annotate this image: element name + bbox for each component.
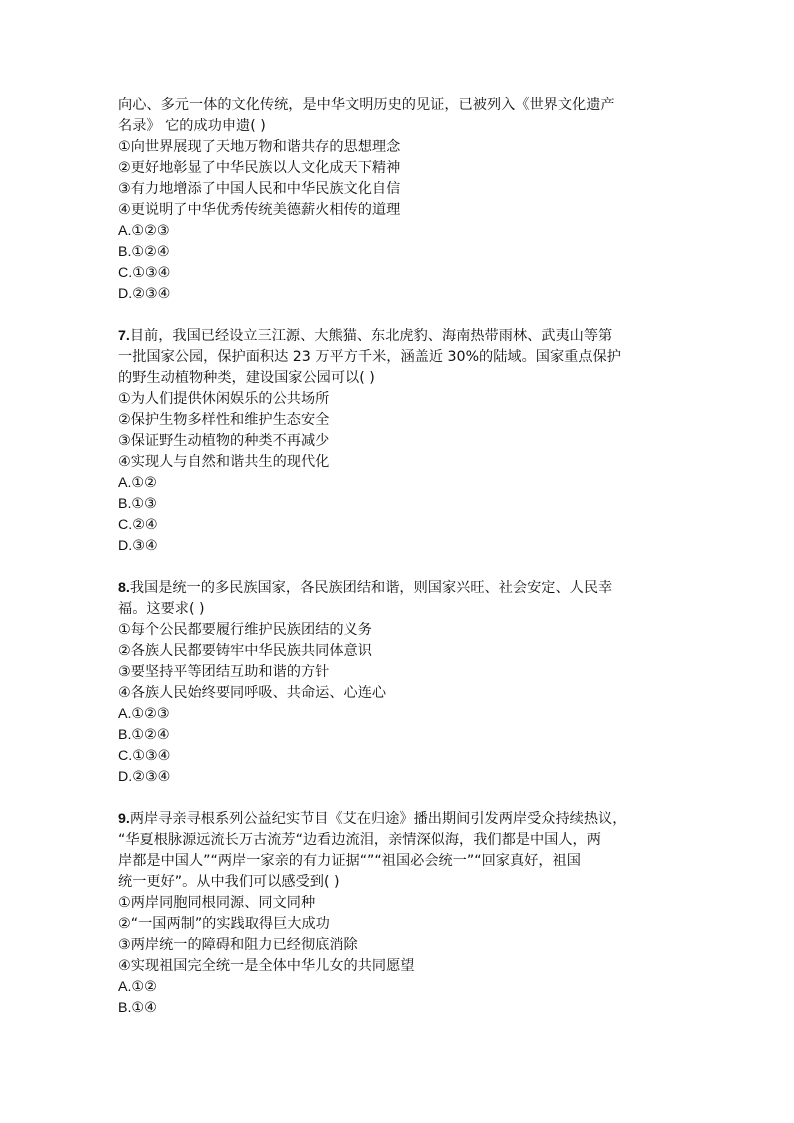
q7-stem-text-1: 目前，我国已经设立三江源、大熊猫、东北虎豹、海南热带雨林、武夷山等第 bbox=[129, 328, 613, 344]
q6-statement-4: ④更说明了中华优秀传统美德薪火相传的道理 bbox=[118, 202, 401, 218]
q7-statement-1: ①为人们提供休闲娱乐的公共场所 bbox=[118, 391, 330, 407]
q7-number: 7. bbox=[118, 328, 130, 344]
q6-statement-2: ②更好地彰显了中华民族以人文化成天下精神 bbox=[118, 160, 401, 176]
q9-stem-line-3: 岸都是中国人”“两岸一家亲的有力证据“”“祖国必会统一”“回家真好，祖国 bbox=[118, 853, 581, 869]
q6-stem-line-1: 向心、多元一体的文化传统，是中华文明历史的见证，已被列入《世界文化遗产 bbox=[118, 97, 615, 113]
q7-statement-4: ④实现人与自然和谐共生的现代化 bbox=[118, 454, 330, 470]
q7-option-a: A.①② bbox=[118, 475, 157, 491]
q9-stem-line-1 bbox=[118, 809, 688, 830]
question-8 bbox=[118, 578, 688, 788]
q6-option-d: D.②③④ bbox=[118, 286, 171, 302]
q6-stem-line-2: 名录》 它的成功申遗( ) bbox=[118, 118, 266, 134]
q7-option-d: D.③④ bbox=[118, 538, 158, 554]
q9-stem-text-1: 两岸寻亲寻根系列公益纪实节目《艾在归途》播出期间引发两岸受众持续热议， bbox=[129, 811, 627, 827]
q8-option-b: B.①②④ bbox=[118, 727, 170, 743]
q9-number: 9. bbox=[118, 811, 130, 827]
question-6 bbox=[118, 95, 688, 305]
q8-option-a: A.①②③ bbox=[118, 706, 170, 722]
q8-number: 8. bbox=[118, 580, 130, 596]
q8-stem-line-2: 福。这要求( ) bbox=[118, 601, 205, 617]
q8-statement-4: ④各族人民始终要同呼吸、共命运、心连心 bbox=[118, 685, 387, 701]
q8-stem-text-1: 我国是统一的多民族国家，各民族团结和谐，则国家兴旺、社会安定、人民幸 bbox=[129, 580, 613, 596]
q9-stem-line-2: “华夏根脉源远流长万古流芳“边看边流泪，亲情深似海，我们都是中国人，两 bbox=[118, 832, 601, 848]
spacer bbox=[118, 788, 688, 809]
q7-statement-3: ③保证野生动植物的种类不再减少 bbox=[118, 433, 330, 449]
question-7 bbox=[118, 326, 688, 557]
q9-option-b: B.①④ bbox=[118, 1000, 157, 1016]
question-9 bbox=[118, 809, 688, 1019]
q7-statement-2: ②保护生物多样性和维护生态安全 bbox=[118, 412, 330, 428]
q6-statement-3: ③有力地增添了中国人民和中华民族文化自信 bbox=[118, 181, 401, 197]
q7-stem-line-3: 的野生动植物种类，建设国家公园可以( ) bbox=[118, 370, 375, 386]
q6-statement-1: ①向世界展现了天地万物和谐共存的思想理念 bbox=[118, 139, 401, 155]
q9-statement-3: ③两岸统一的障碍和阻力已经彻底消除 bbox=[118, 937, 358, 953]
q9-statement-1: ①两岸同胞同根同源、同文同种 bbox=[118, 895, 316, 911]
q9-option-a: A.①② bbox=[118, 979, 157, 995]
q8-statement-2: ②各族人民都要铸牢中华民族共同体意识 bbox=[118, 643, 372, 659]
q9-statement-4: ④实现祖国完全统一是全体中华儿女的共同愿望 bbox=[118, 958, 415, 974]
spacer bbox=[118, 305, 688, 326]
q6-option-a: A.①②③ bbox=[118, 223, 170, 239]
q7-option-c: C.②④ bbox=[118, 517, 158, 533]
q8-statement-1: ①每个公民都要履行维护民族团结的义务 bbox=[118, 622, 372, 638]
q7-stem-line-1 bbox=[118, 326, 688, 347]
q6-option-b: B.①②④ bbox=[118, 244, 170, 260]
q8-statement-3: ③要坚持平等团结互助和谐的方针 bbox=[118, 664, 330, 680]
q9-statement-2: ②“一国两制”的实践取得巨大成功 bbox=[118, 916, 330, 932]
q8-stem-line-1 bbox=[118, 578, 688, 599]
q6-option-c: C.①③④ bbox=[118, 265, 171, 281]
q7-stem-line-2: 一批国家公园，保护面积达 23 万平方千米，涵盖近 30%的陆域。国家重点保护 bbox=[118, 349, 621, 365]
q7-option-b: B.①③ bbox=[118, 496, 157, 512]
spacer bbox=[118, 557, 688, 578]
q8-option-c: C.①③④ bbox=[118, 748, 171, 764]
exam-page bbox=[118, 95, 688, 1019]
q8-option-d: D.②③④ bbox=[118, 769, 171, 785]
q9-stem-line-4: 统一更好”。从中我们可以感受到( ) bbox=[118, 874, 340, 890]
